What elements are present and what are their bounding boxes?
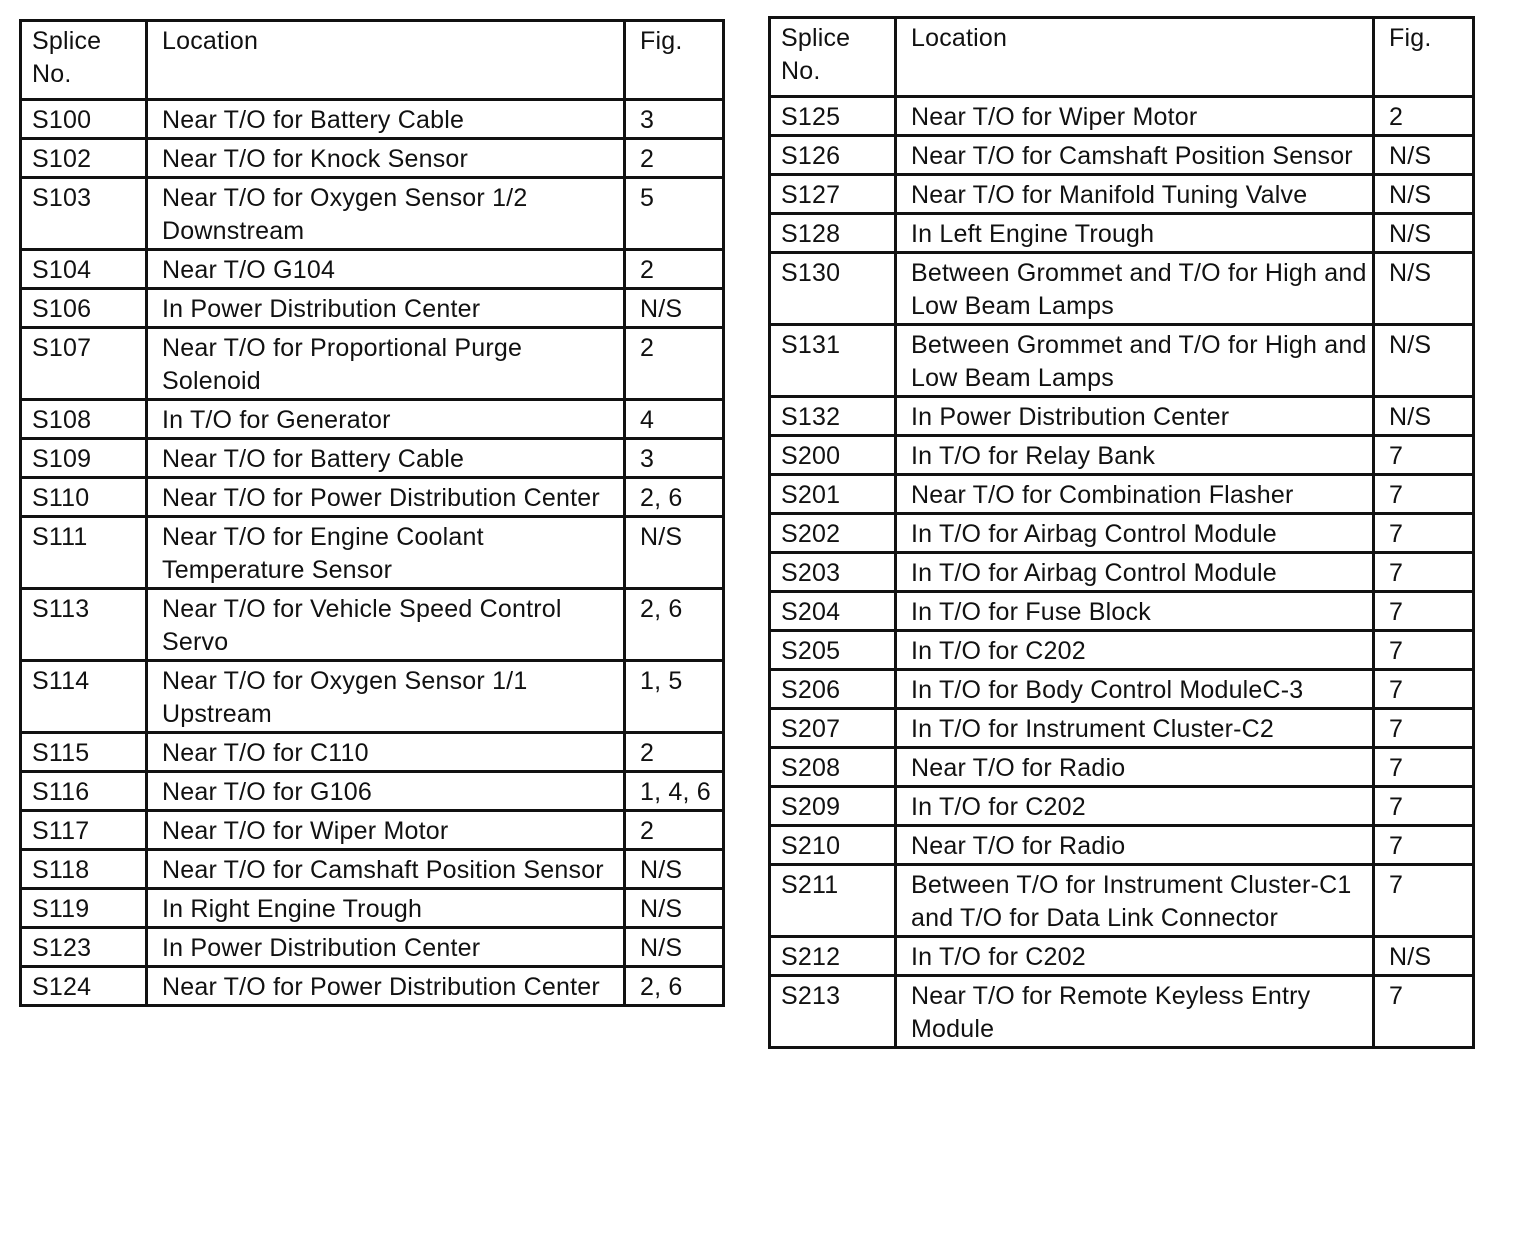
table-row — [21, 439, 724, 478]
table-row — [770, 325, 1474, 397]
splice-no-cell: S203 — [770, 553, 896, 592]
table-row — [770, 631, 1474, 670]
table-row — [21, 967, 724, 1006]
fig-cell: 7 — [1374, 436, 1474, 475]
table-row — [770, 976, 1474, 1048]
fig-cell: 3 — [625, 439, 724, 478]
fig-cell: 7 — [1374, 592, 1474, 631]
location-cell: In T/O for C202 — [896, 631, 1374, 670]
splice-no-cell: S206 — [770, 670, 896, 709]
splice-no-cell: S210 — [770, 826, 896, 865]
fig-cell: 2, 6 — [625, 478, 724, 517]
table-row — [770, 592, 1474, 631]
fig-cell: N/S — [1374, 397, 1474, 436]
location-cell: Near T/O for Wiper Motor — [147, 811, 625, 850]
location-cell: Between Grommet and T/O for High and Low Beam Lamps — [896, 253, 1374, 325]
splice-no-cell: S124 — [21, 967, 147, 1006]
fig-cell: 2 — [625, 328, 724, 400]
fig-cell: N/S — [1374, 325, 1474, 397]
location-cell: Near T/O for Engine Coolant Temperature Sensor — [147, 517, 625, 589]
fig-cell: 1, 5 — [625, 661, 724, 733]
table-row — [770, 214, 1474, 253]
location-cell: Near T/O for Camshaft Position Sensor — [147, 850, 625, 889]
fig-cell: N/S — [625, 889, 724, 928]
splice-no-cell: S209 — [770, 787, 896, 826]
location-cell: Near T/O for Remote Keyless Entry Module — [896, 976, 1374, 1048]
table-row — [770, 709, 1474, 748]
location-cell: Near T/O for Manifold Tuning Valve — [896, 175, 1374, 214]
location-cell: Near T/O for Vehicle Speed Control Servo — [147, 589, 625, 661]
splice-no-cell: S204 — [770, 592, 896, 631]
table-row — [21, 928, 724, 967]
fig-cell: 2 — [1374, 97, 1474, 136]
fig-cell: 7 — [1374, 475, 1474, 514]
location-cell: Near T/O G104 — [147, 250, 625, 289]
fig-cell: 2 — [625, 733, 724, 772]
splice-no-cell: S113 — [21, 589, 147, 661]
table-row — [21, 400, 724, 439]
fig-cell: N/S — [1374, 253, 1474, 325]
splice-no-cell: S100 — [21, 100, 147, 139]
location-cell: Near T/O for Power Distribution Center — [147, 967, 625, 1006]
table-body — [21, 100, 724, 1006]
fig-cell: 7 — [1374, 553, 1474, 592]
splice-no-cell: S111 — [21, 517, 147, 589]
table-row — [21, 139, 724, 178]
splice-table-left — [19, 19, 725, 1007]
location-cell: In Left Engine Trough — [896, 214, 1374, 253]
fig-cell: 7 — [1374, 787, 1474, 826]
location-cell: In T/O for Airbag Control Module — [896, 553, 1374, 592]
location-cell: In T/O for Instrument Cluster-C2 — [896, 709, 1374, 748]
table-row — [770, 175, 1474, 214]
location-cell: Near T/O for Wiper Motor — [896, 97, 1374, 136]
splice-no-cell: S115 — [21, 733, 147, 772]
splice-no-cell: S102 — [21, 139, 147, 178]
location-cell: In T/O for Airbag Control Module — [896, 514, 1374, 553]
location-cell: Near T/O for C110 — [147, 733, 625, 772]
splice-no-cell: S202 — [770, 514, 896, 553]
table-row — [770, 475, 1474, 514]
fig-cell: 2 — [625, 250, 724, 289]
splice-no-cell: S103 — [21, 178, 147, 250]
header-splice-no: Splice No. — [21, 21, 147, 100]
splice-no-cell: S211 — [770, 865, 896, 937]
location-cell: Near T/O for Proportional Purge Solenoid — [147, 328, 625, 400]
location-cell: In T/O for C202 — [896, 937, 1374, 976]
fig-cell: 2, 6 — [625, 589, 724, 661]
fig-cell: 1, 4, 6 — [625, 772, 724, 811]
table-row — [21, 811, 724, 850]
table-row — [21, 661, 724, 733]
table-row — [770, 553, 1474, 592]
fig-cell: 7 — [1374, 976, 1474, 1048]
splice-no-cell: S205 — [770, 631, 896, 670]
location-cell: Near T/O for Radio — [896, 826, 1374, 865]
fig-cell: 7 — [1374, 709, 1474, 748]
table-row — [770, 865, 1474, 937]
fig-cell: N/S — [1374, 136, 1474, 175]
table-row — [770, 397, 1474, 436]
table-row — [21, 889, 724, 928]
splice-no-cell: S213 — [770, 976, 896, 1048]
splice-no-cell: S106 — [21, 289, 147, 328]
fig-cell: 7 — [1374, 826, 1474, 865]
table-row — [770, 97, 1474, 136]
fig-cell: N/S — [625, 289, 724, 328]
fig-cell: N/S — [625, 517, 724, 589]
header-fig: Fig. — [625, 21, 724, 100]
location-cell: In Power Distribution Center — [896, 397, 1374, 436]
location-cell: Near T/O for G106 — [147, 772, 625, 811]
table-row — [770, 436, 1474, 475]
location-cell: Near T/O for Camshaft Position Sensor — [896, 136, 1374, 175]
splice-no-cell: S132 — [770, 397, 896, 436]
table-row — [21, 289, 724, 328]
table-row — [21, 772, 724, 811]
table-row — [770, 787, 1474, 826]
fig-cell: 7 — [1374, 631, 1474, 670]
location-cell: In T/O for Fuse Block — [896, 592, 1374, 631]
splice-no-cell: S200 — [770, 436, 896, 475]
fig-cell: 3 — [625, 100, 724, 139]
splice-no-cell: S119 — [21, 889, 147, 928]
splice-table-right — [768, 16, 1475, 1049]
table-row — [770, 514, 1474, 553]
splice-no-cell: S208 — [770, 748, 896, 787]
splice-no-cell: S201 — [770, 475, 896, 514]
table-row — [770, 670, 1474, 709]
location-cell: Near T/O for Combination Flasher — [896, 475, 1374, 514]
fig-cell: 7 — [1374, 865, 1474, 937]
table-row — [21, 478, 724, 517]
splice-no-cell: S116 — [21, 772, 147, 811]
location-cell: Near T/O for Knock Sensor — [147, 139, 625, 178]
fig-cell: 2 — [625, 139, 724, 178]
fig-cell: 7 — [1374, 748, 1474, 787]
fig-cell: N/S — [625, 928, 724, 967]
fig-cell: 4 — [625, 400, 724, 439]
splice-no-cell: S125 — [770, 97, 896, 136]
fig-cell: N/S — [1374, 175, 1474, 214]
table-row — [770, 748, 1474, 787]
location-cell: Between T/O for Instrument Cluster-C1 and T/O for Data Link Connector — [896, 865, 1374, 937]
header-row — [21, 21, 724, 100]
splice-no-cell: S107 — [21, 328, 147, 400]
header-splice-no: Splice No. — [770, 18, 896, 97]
splice-no-cell: S123 — [21, 928, 147, 967]
table-row — [21, 850, 724, 889]
table-row — [770, 136, 1474, 175]
table-row — [21, 100, 724, 139]
header-fig: Fig. — [1374, 18, 1474, 97]
fig-cell: 2, 6 — [625, 967, 724, 1006]
table-row — [770, 937, 1474, 976]
location-cell: In T/O for Relay Bank — [896, 436, 1374, 475]
location-cell: Near T/O for Oxygen Sensor 1/2 Downstream — [147, 178, 625, 250]
fig-cell: 2 — [625, 811, 724, 850]
location-cell: Near T/O for Power Distribution Center — [147, 478, 625, 517]
table-row — [21, 589, 724, 661]
splice-no-cell: S212 — [770, 937, 896, 976]
splice-no-cell: S126 — [770, 136, 896, 175]
splice-no-cell: S114 — [21, 661, 147, 733]
fig-cell: N/S — [1374, 214, 1474, 253]
fig-cell: 7 — [1374, 514, 1474, 553]
table-row — [21, 178, 724, 250]
splice-no-cell: S207 — [770, 709, 896, 748]
location-cell: In T/O for C202 — [896, 787, 1374, 826]
table-row — [21, 517, 724, 589]
splice-no-cell: S118 — [21, 850, 147, 889]
header-row — [770, 18, 1474, 97]
location-cell: In Power Distribution Center — [147, 289, 625, 328]
table-row — [21, 328, 724, 400]
location-cell: In Right Engine Trough — [147, 889, 625, 928]
fig-cell: 7 — [1374, 670, 1474, 709]
header-location: Location — [896, 18, 1374, 97]
table-row — [770, 253, 1474, 325]
location-cell: Near T/O for Radio — [896, 748, 1374, 787]
fig-cell: N/S — [625, 850, 724, 889]
splice-no-cell: S109 — [21, 439, 147, 478]
splice-no-cell: S128 — [770, 214, 896, 253]
table-row — [21, 733, 724, 772]
splice-no-cell: S108 — [21, 400, 147, 439]
header-location: Location — [147, 21, 625, 100]
splice-no-cell: S104 — [21, 250, 147, 289]
splice-no-cell: S127 — [770, 175, 896, 214]
location-cell: Near T/O for Oxygen Sensor 1/1 Upstream — [147, 661, 625, 733]
table-row — [770, 826, 1474, 865]
splice-no-cell: S130 — [770, 253, 896, 325]
splice-no-cell: S110 — [21, 478, 147, 517]
location-cell: Between Grommet and T/O for High and Low Beam Lamps — [896, 325, 1374, 397]
location-cell: Near T/O for Battery Cable — [147, 439, 625, 478]
location-cell: In Power Distribution Center — [147, 928, 625, 967]
splice-no-cell: S131 — [770, 325, 896, 397]
fig-cell: N/S — [1374, 937, 1474, 976]
location-cell: In T/O for Body Control ModuleC-3 — [896, 670, 1374, 709]
table-row — [21, 250, 724, 289]
location-cell: Near T/O for Battery Cable — [147, 100, 625, 139]
table-body — [770, 97, 1474, 1048]
fig-cell: 5 — [625, 178, 724, 250]
splice-no-cell: S117 — [21, 811, 147, 850]
location-cell: In T/O for Generator — [147, 400, 625, 439]
